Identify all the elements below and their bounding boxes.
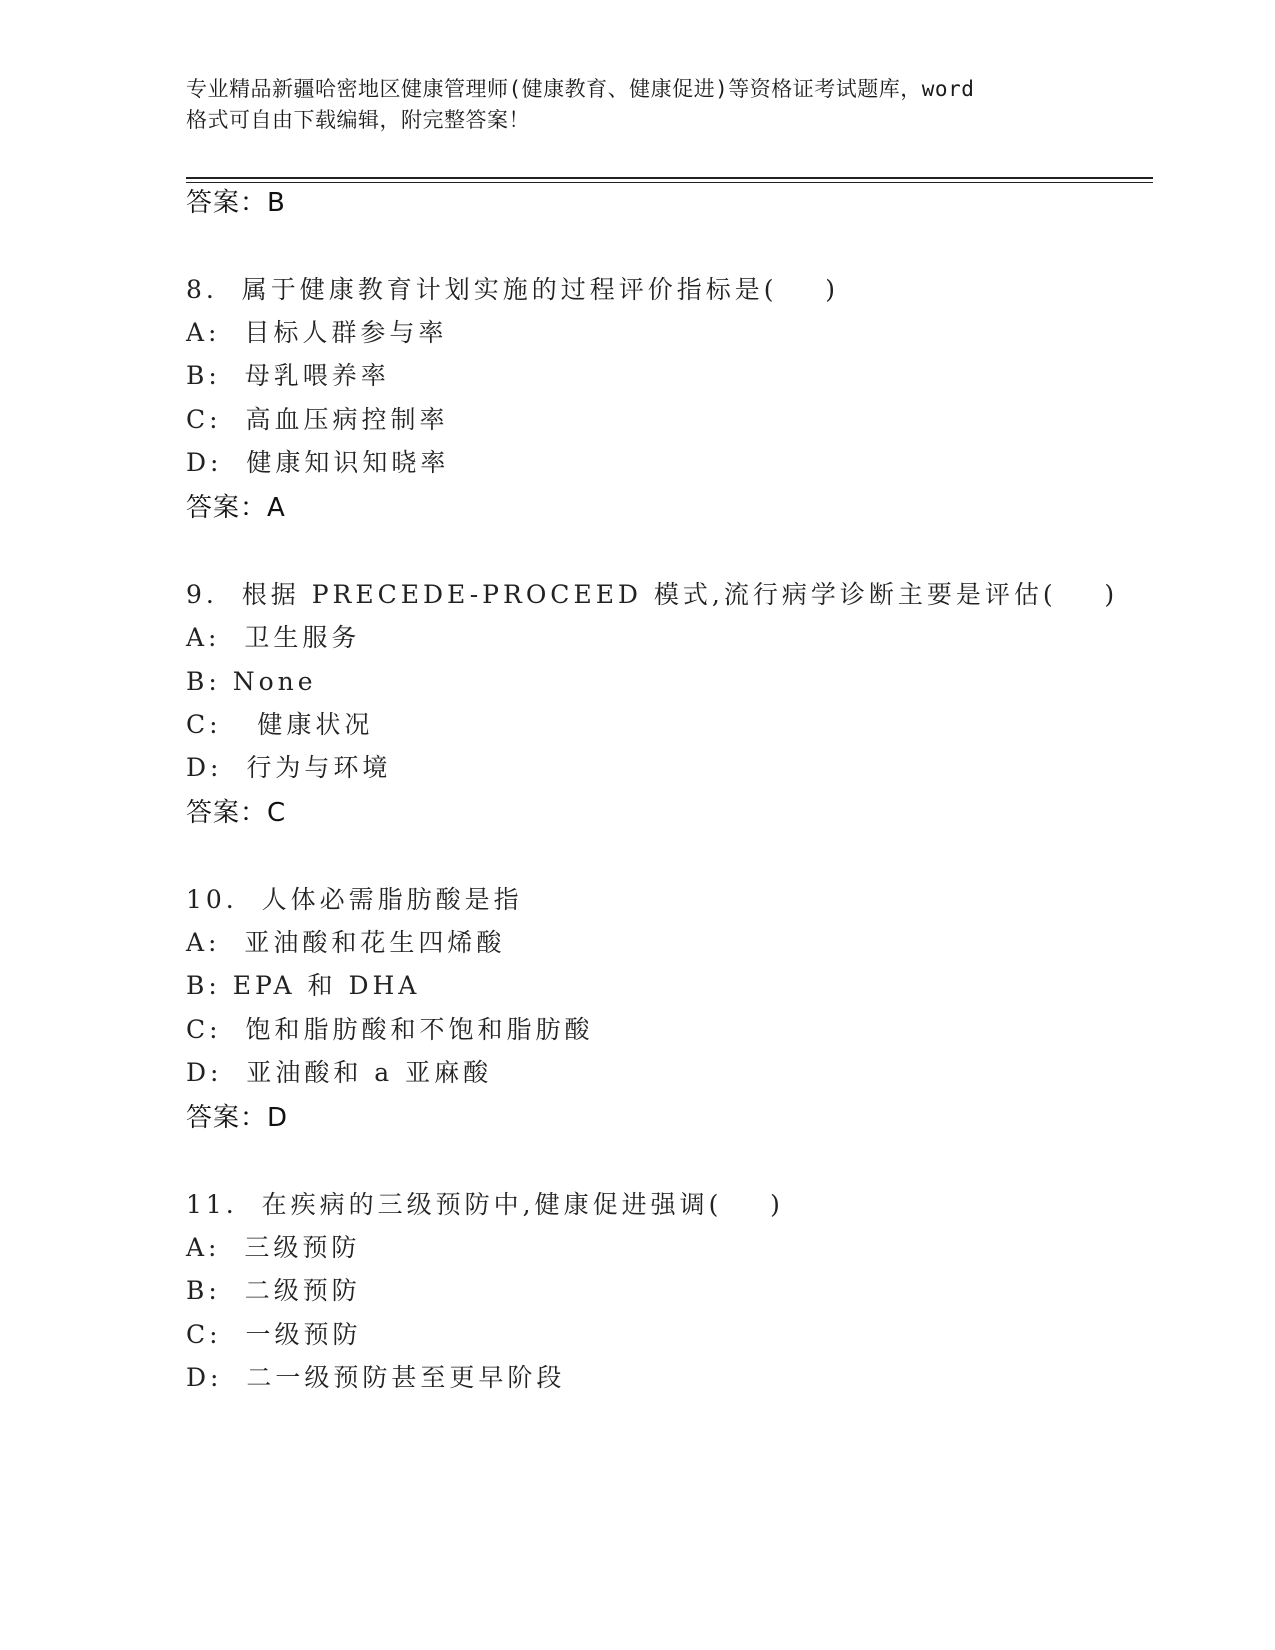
option-c: C: 高血压病控制率 bbox=[186, 405, 449, 434]
option-d: D: 行为与环境 bbox=[186, 753, 392, 782]
question-stem: 8. 属于健康教育计划实施的过程评价指标是( ) bbox=[186, 275, 840, 304]
option-a: A: 三级预防 bbox=[186, 1233, 361, 1262]
option-a: A: 卫生服务 bbox=[186, 623, 361, 652]
option-d: D: 健康知识知晓率 bbox=[186, 448, 450, 477]
header-line-2: 格式可自由下载编辑，附完整答案！ bbox=[186, 108, 530, 132]
option-b: B: EPA 和 DHA bbox=[186, 971, 421, 1000]
option-b: B: None bbox=[186, 667, 317, 696]
answer-line: 答案：B bbox=[186, 188, 286, 218]
question-stem: 11. 在疾病的三级预防中,健康促进强调( ) bbox=[186, 1190, 784, 1219]
header-line-1: 专业精品新疆哈密地区健康管理师(健康教育、健康促进)等资格证考试题库，word bbox=[186, 77, 975, 101]
option-d: D: 二一级预防甚至更早阶段 bbox=[186, 1363, 566, 1392]
option-a: A: 目标人群参与率 bbox=[186, 318, 448, 347]
option-c: C: 健康状况 bbox=[186, 710, 374, 739]
header-divider-thick bbox=[186, 177, 1153, 179]
option-a: A: 亚油酸和花生四烯酸 bbox=[186, 928, 506, 957]
option-b: B: 二级预防 bbox=[186, 1276, 361, 1305]
header-divider-thin bbox=[186, 182, 1153, 183]
question-stem: 9. 根据 PRECEDE-PROCEED 模式,流行病学诊断主要是评估( ) bbox=[186, 580, 1119, 609]
option-d: D: 亚油酸和 a 亚麻酸 bbox=[186, 1058, 493, 1087]
answer-line: 答案：A bbox=[186, 493, 286, 523]
option-c: C: 一级预防 bbox=[186, 1320, 362, 1349]
question-stem: 10. 人体必需脂肪酸是指 bbox=[186, 885, 523, 914]
answer-line: 答案：D bbox=[186, 1103, 289, 1133]
option-b: B: 母乳喂养率 bbox=[186, 361, 390, 390]
document-header bbox=[186, 74, 1086, 136]
option-c: C: 饱和脂肪酸和不饱和脂肪酸 bbox=[186, 1015, 594, 1044]
answer-line: 答案：C bbox=[186, 798, 287, 828]
